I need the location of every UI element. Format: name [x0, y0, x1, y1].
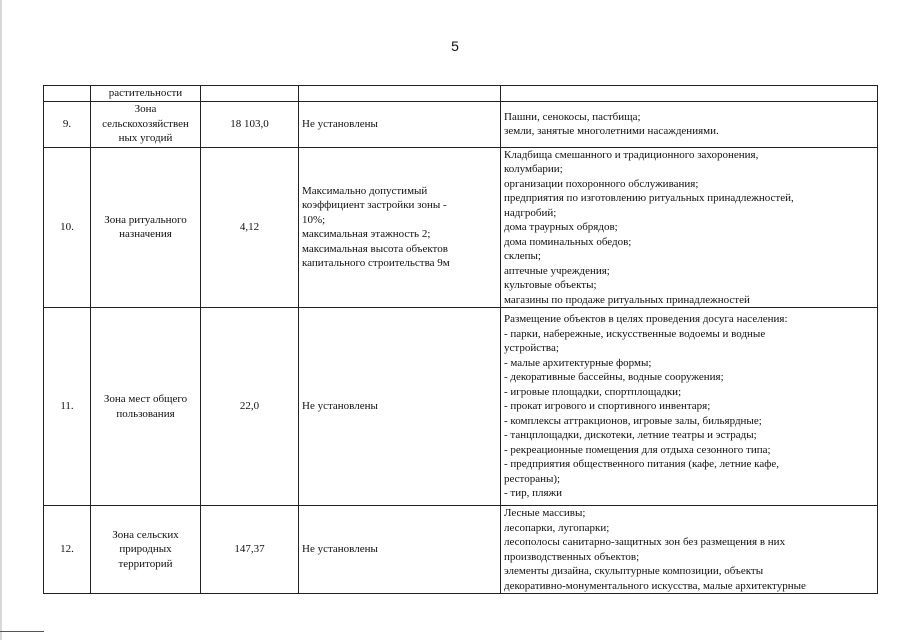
zone-permitted-uses-line: аптечные учреждения;: [504, 264, 610, 277]
zone-parameters-line: Не установлены: [302, 117, 378, 130]
zone-permitted-uses-line: Пашни, сенокосы, пастбища;: [504, 110, 641, 123]
zone-permitted-uses: [501, 101, 878, 147]
zone-permitted-uses-line: - декоративные бассейны, водные сооружения;: [504, 371, 724, 384]
zone-name-line: территорий: [118, 557, 173, 570]
zone-name: [91, 147, 201, 308]
zone-permitted-uses-line: надгробий;: [504, 206, 557, 219]
zone-permitted-uses-line: лесопарки, лугопарки;: [504, 521, 610, 534]
zone-permitted-uses-line: предприятия по изготовлению ритуальных принадлежностей,: [504, 192, 794, 204]
zone-parameters: [299, 506, 501, 594]
row-number: 9.: [44, 101, 91, 147]
zone-name-line: природных: [119, 543, 172, 556]
zone-permitted-uses-line: культовые объекты;: [504, 279, 597, 291]
scan-mark: [0, 631, 44, 632]
zone-permitted-uses-line: - игровые площадки, спортплощадки;: [504, 385, 682, 398]
zone-permitted-uses: [501, 308, 878, 506]
zone-permitted-uses-line: организации похоронного обслуживания;: [504, 177, 699, 190]
table-row: [44, 506, 878, 594]
zone-name-line: пользования: [116, 407, 175, 420]
zone-area: 18 103,0: [201, 101, 299, 147]
zone-name-line: сельскохозяйствен: [102, 117, 189, 130]
zone-area: 22,0: [201, 308, 299, 506]
zone-permitted-uses: [501, 86, 878, 102]
zone-parameters-line: Не установлены: [302, 543, 378, 556]
zone-area: [201, 86, 299, 102]
zone-permitted-uses-line: - малые архитектурные формы;: [504, 356, 652, 369]
zone-name-line: Зона ритуального: [104, 213, 187, 226]
zone-parameters: [299, 86, 501, 102]
table-row: [44, 86, 878, 102]
zone-parameters-line: 10%;: [302, 213, 326, 226]
zones-table: [43, 85, 878, 594]
zone-permitted-uses-line: рестораны);: [504, 472, 561, 485]
zone-permitted-uses-line: Кладбища смешанного и традиционного захоронения,: [504, 148, 759, 161]
zone-name-line: ных угодий: [118, 132, 173, 145]
zone-name-line: Зона мест общего: [103, 393, 188, 405]
zone-permitted-uses-line: устройства;: [504, 342, 559, 355]
zone-permitted-uses-line: дома траурных обрядов;: [504, 221, 618, 233]
table-row: [44, 101, 878, 147]
zone-permitted-uses-line: декоративно-монументального искусства, малые архитектурные: [504, 579, 806, 592]
zone-name: [91, 308, 201, 506]
row-number: [44, 86, 91, 102]
zone-permitted-uses-line: лесополосы санитарно-защитных зон без размещения в них: [504, 536, 786, 548]
row-number: 10.: [44, 147, 91, 308]
zone-permitted-uses-line: магазины по продаже ритуальных принадлежностей: [504, 293, 750, 306]
zone-permitted-uses-line: - парки, набережные, искусственные водоемы и водные: [504, 327, 766, 340]
zone-parameters-line: капитального строительства 9м: [302, 257, 450, 270]
zone-permitted-uses-line: - рекреационные помещения для отдыха сезонного типа;: [504, 443, 771, 456]
zone-permitted-uses-line: - комплексы аттракционов, игровые залы, бильярдные;: [504, 414, 762, 427]
scan-margin: [0, 0, 2, 640]
zone-name-line: Зона сельских: [112, 528, 179, 541]
zone-name-line: назначения: [119, 228, 172, 241]
table-row: [44, 147, 878, 308]
zone-permitted-uses: [501, 147, 878, 308]
zone-permitted-uses-line: склепы;: [504, 250, 541, 262]
zone-parameters-line: коэффициент застройки зоны -: [302, 199, 447, 212]
row-number: 12.: [44, 506, 91, 594]
zone-parameters: [299, 308, 501, 506]
zone-permitted-uses-line: элементы дизайна, скульптурные композиции, объекты: [504, 565, 764, 577]
zone-parameters-line: Не установлены: [302, 400, 378, 413]
zone-parameters-line: максимальная этажность 2;: [302, 228, 431, 241]
zone-name: [91, 86, 201, 102]
zone-permitted-uses-line: - танцплощадки, дискотеки, летние театры и эстрады;: [504, 429, 757, 442]
zone-parameters: [299, 101, 501, 147]
zone-permitted-uses: [501, 506, 878, 594]
zone-area: 4,12: [201, 147, 299, 308]
zone-name-line: растительности: [108, 87, 183, 99]
zone-permitted-uses-line: Размещение объектов в целях проведения досуга населения:: [504, 313, 788, 326]
table-row: [44, 308, 878, 506]
zone-parameters-line: Максимально допустимый: [302, 184, 428, 197]
zone-permitted-uses-line: колумбарии;: [504, 163, 563, 175]
zone-permitted-uses-line: производственных объектов;: [504, 550, 640, 563]
zone-permitted-uses-line: земли, занятые многолетними насаждениями.: [504, 125, 719, 137]
zone-permitted-uses-line: - прокат игрового и спортивного инвентаря;: [504, 400, 711, 413]
zone-name: [91, 101, 201, 147]
zone-name: [91, 506, 201, 594]
zone-name-line: Зона: [134, 103, 157, 116]
row-number: 11.: [44, 308, 91, 506]
zone-permitted-uses-line: - предприятия общественного питания (кафе, летние кафе,: [504, 458, 779, 471]
zone-parameters: [299, 147, 501, 308]
page-number: 5: [451, 38, 459, 54]
zones-table-body: [44, 86, 878, 594]
zone-permitted-uses-line: - тир, пляжи: [504, 487, 563, 500]
zone-parameters-line: максимальная высота объектов: [302, 242, 448, 255]
zone-area: 147,37: [201, 506, 299, 594]
zone-permitted-uses-line: Лесные массивы;: [504, 507, 586, 519]
zone-permitted-uses-line: дома поминальных обедов;: [504, 235, 632, 248]
